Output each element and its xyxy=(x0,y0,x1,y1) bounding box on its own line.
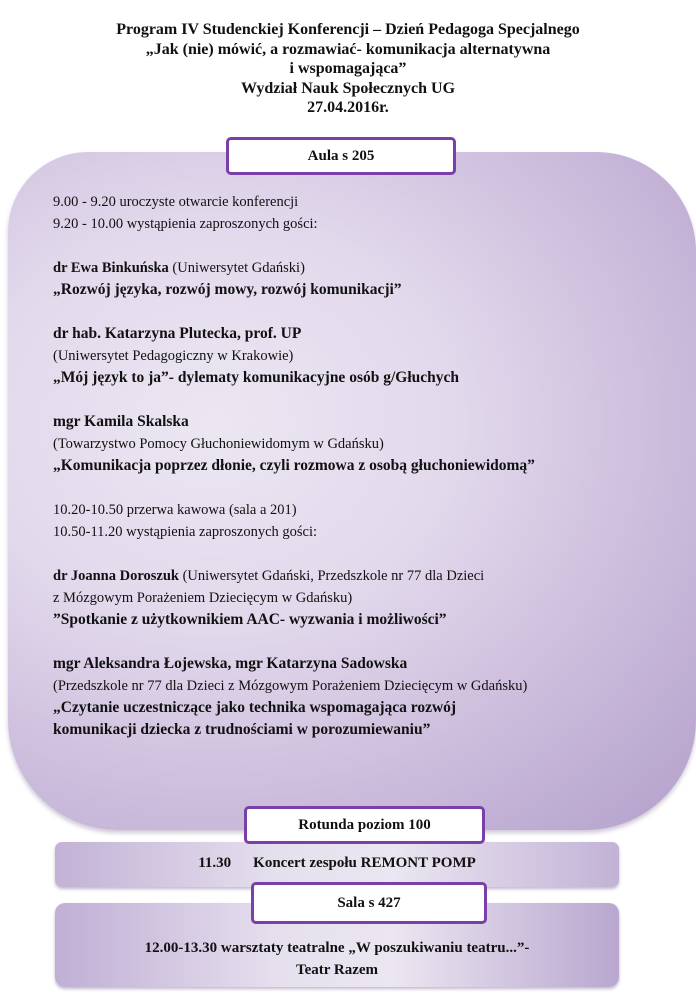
schedule-item: 9.00 - 9.20 uroczyste otwarcie konferencji xyxy=(53,194,299,210)
concert-time: 11.30 xyxy=(198,855,232,871)
speaker-affiliation: (Uniwersytet Gdański, Przedszkole nr 77 dla Dzieci xyxy=(182,568,485,584)
sala-room-label: Sala s 427 xyxy=(251,882,487,924)
speaker-name: dr Ewa Binkuńska xyxy=(53,260,169,276)
conference-title: Program IV Studenckiej Konferencji – Dzień Pedagoga Specjalnego xyxy=(116,21,580,38)
speaker-affiliation: (Uniwersytet Pedagogiczny w Krakowie) xyxy=(53,348,294,364)
talk-title: „Komunikacja poprzez dłonie, czyli rozmowa z osobą głuchoniewidomą” xyxy=(53,457,535,474)
talk-title-cont: komunikacji dziecka z trudnościami w porozumiewaniu” xyxy=(53,721,431,738)
conference-subtitle-line2: i wspomagająca” xyxy=(289,60,407,77)
aula-room-label: Aula s 205 xyxy=(226,137,456,175)
faculty-name: Wydział Nauk Społecznych UG xyxy=(240,79,456,97)
speaker-affiliation-cont: z Mózgowym Porażeniem Dziecięcym w Gdańsku) xyxy=(53,590,353,606)
speaker-affiliation: (Uniwersytet Gdański) xyxy=(168,260,305,276)
talk-title: „Mój język to ja”- dylematy komunikacyjne osób g/Głuchych xyxy=(53,369,460,386)
concert-title: Koncert zespołu REMONT POMP xyxy=(253,855,476,871)
concert-panel xyxy=(55,842,619,887)
speaker-affiliation: (Towarzystwo Pomocy Głuchoniewidomym w Gdańsku) xyxy=(53,436,384,452)
speaker-entry xyxy=(53,257,683,279)
rotunda-room-label: Rotunda poziom 100 xyxy=(244,806,485,844)
conference-date: 27.04.2016r. xyxy=(307,99,389,116)
workshop-organizer: Teatr Razem xyxy=(295,962,379,978)
speaker-name: dr Joanna Doroszuk xyxy=(53,568,183,584)
talk-title: „Czytanie uczestniczące jako technika wspomagająca rozwój xyxy=(53,699,457,716)
speaker-name: mgr Kamila Skalska xyxy=(53,413,189,430)
workshop-description: 12.00-13.30 warsztaty teatralne „W poszukiwaniu teatru...”- xyxy=(144,940,530,956)
speaker-name: mgr Aleksandra Łojewska, mgr Katarzyna Sadowska xyxy=(53,655,408,672)
aula-program-list xyxy=(53,191,683,741)
talk-title: ”Spotkanie z użytkownikiem AAC- wyzwania i możliwości” xyxy=(53,611,447,628)
schedule-item: 9.20 - 10.00 wystąpienia zaproszonych gości: xyxy=(53,216,318,232)
talk-title: „Rozwój języka, rozwój mowy, rozwój komunikacji” xyxy=(53,281,402,298)
conference-subtitle-line1: „Jak (nie) mówić, a rozmawiać- komunikacja alternatywna xyxy=(145,40,551,58)
speaker-name: dr hab. Katarzyna Plutecka, prof. UP xyxy=(53,325,302,342)
schedule-item: 10.50-11.20 wystąpienia zaproszonych gości: xyxy=(53,524,318,540)
speaker-affiliation: (Przedszkole nr 77 dla Dzieci z Mózgowym Porażeniem Dziecięcym w Gdańsku) xyxy=(53,678,528,694)
schedule-item: 10.20-10.50 przerwa kawowa (sala a 201) xyxy=(53,502,297,518)
document-header xyxy=(0,20,696,118)
speaker-entry xyxy=(53,565,683,587)
